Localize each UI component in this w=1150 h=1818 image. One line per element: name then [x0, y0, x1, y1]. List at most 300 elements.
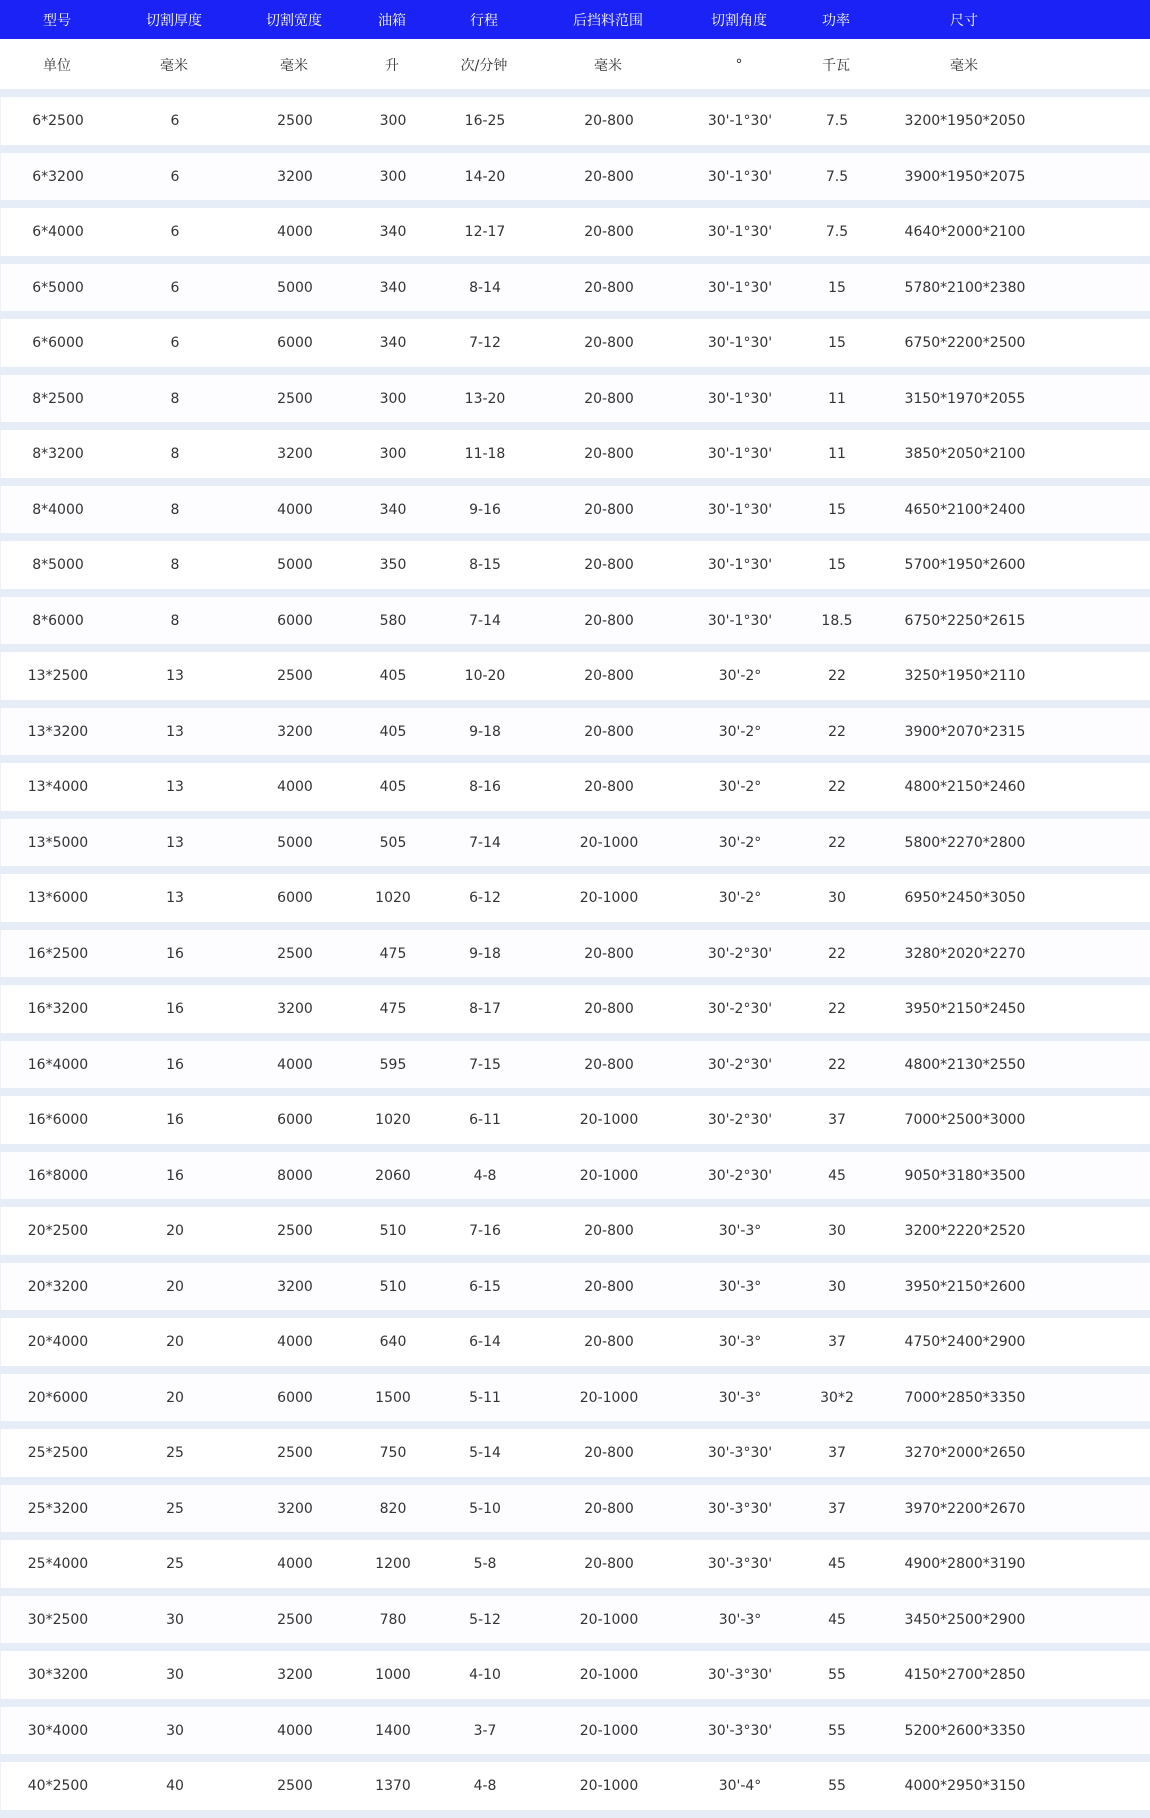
cell-stroke: 7-14 [469, 834, 501, 851]
cell-backgauge-range: 20-800 [584, 1056, 634, 1073]
cell-cut-thickness: 30 [166, 1611, 184, 1628]
cell-cut-thickness: 6 [170, 279, 180, 296]
cell-model: 13*5000 [27, 834, 89, 851]
table-row [0, 486, 1150, 534]
cell-dimensions: 5780*2100*2380 [904, 279, 1026, 296]
cell-backgauge-range: 20-1000 [579, 1389, 639, 1406]
table-row [0, 1540, 1150, 1588]
cell-dimensions: 4640*2000*2100 [904, 224, 1026, 240]
cell-stroke: 9-18 [469, 945, 501, 962]
cell-stroke: 12-17 [464, 224, 506, 240]
cell-cut-width: 4000 [277, 224, 313, 240]
cell-cut-width: 2500 [277, 1223, 313, 1239]
cell-oil-tank: 510 [379, 1278, 407, 1295]
cell-cut-angle: 30'-1°30' [707, 612, 773, 629]
cell-oil-tank: 780 [379, 1611, 407, 1628]
cell-dimensions: 3900*2070*2315 [904, 723, 1026, 740]
cell-cut-thickness: 30 [166, 1722, 184, 1739]
cell-cut-width: 6000 [277, 1389, 313, 1406]
row-separator [0, 922, 1150, 930]
row-separator [0, 1199, 1150, 1207]
table-row [0, 1429, 1150, 1477]
cell-cut-angle: 30'-3° [718, 1223, 762, 1239]
table-row [0, 1207, 1150, 1255]
cell-cut-angle: 30'-1°30' [707, 446, 773, 462]
cell-cut-width: 3200 [277, 1001, 313, 1017]
row-separator [0, 311, 1150, 319]
cell-oil-tank: 1370 [375, 1778, 411, 1794]
cell-cut-width: 5000 [277, 834, 313, 851]
cell-cut-angle: 30'-2°30' [707, 1167, 773, 1184]
cell-oil-tank: 1200 [375, 1556, 411, 1572]
cell-cut-thickness: 16 [166, 1112, 184, 1128]
cell-model: 30*2500 [27, 1611, 89, 1628]
cell-oil-tank: 300 [379, 446, 407, 462]
cell-oil-tank: 300 [379, 390, 407, 407]
table-row [0, 1485, 1150, 1533]
row-separator [0, 644, 1150, 652]
cell-cut-thickness: 25 [166, 1445, 184, 1461]
table-row [0, 97, 1150, 145]
row-separator [0, 1588, 1150, 1596]
cell-model: 6*3200 [32, 168, 84, 185]
row-separator [0, 1477, 1150, 1485]
cell-model: 30*4000 [27, 1722, 89, 1739]
cell-backgauge-range: 20-800 [584, 668, 634, 684]
cell-oil-tank: 340 [379, 501, 407, 518]
cell-oil-tank: 1020 [375, 1112, 411, 1128]
cell-backgauge-range: 20-800 [584, 446, 634, 462]
cell-cut-thickness: 8 [170, 501, 180, 518]
cell-backgauge-range: 20-800 [584, 390, 634, 407]
row-separator [0, 700, 1150, 708]
cell-dimensions: 9050*3180*3500 [904, 1167, 1026, 1184]
cell-backgauge-range: 20-1000 [579, 1667, 639, 1683]
cell-power: 11 [828, 446, 846, 462]
cell-backgauge-range: 20-800 [584, 612, 634, 629]
cell-stroke: 5-11 [469, 1389, 501, 1406]
cell-power: 30 [828, 1278, 846, 1295]
cell-power: 15 [828, 557, 846, 573]
cell-cut-width: 6000 [277, 890, 313, 906]
cell-model: 6*6000 [32, 335, 84, 351]
cell-stroke: 8-15 [469, 557, 501, 573]
cell-power: 22 [828, 723, 846, 740]
cell-cut-thickness: 6 [170, 168, 180, 185]
cell-power: 22 [828, 1056, 846, 1073]
row-separator [0, 866, 1150, 874]
units-row [0, 39, 1150, 91]
cell-backgauge-range: 20-800 [584, 1223, 634, 1239]
cell-power: 15 [828, 335, 846, 351]
cell-model: 6*4000 [32, 224, 84, 240]
cell-stroke: 6-14 [469, 1334, 501, 1350]
cell-cut-thickness: 6 [170, 113, 180, 129]
cell-cut-width: 2500 [277, 1445, 313, 1461]
header-cell-dimensions: 尺寸 [950, 12, 978, 29]
cell-cut-angle: 30'-2°30' [707, 1112, 773, 1128]
cell-backgauge-range: 20-800 [584, 1334, 634, 1350]
cell-dimensions: 3970*2200*2670 [904, 1500, 1026, 1517]
cell-model: 25*3200 [27, 1500, 89, 1517]
cell-model: 13*6000 [27, 890, 89, 906]
cell-dimensions: 4650*2100*2400 [904, 501, 1026, 518]
row-separator [0, 478, 1150, 486]
cell-stroke: 5-14 [469, 1445, 501, 1461]
cell-cut-thickness: 16 [166, 1001, 184, 1017]
row-separator [0, 1532, 1150, 1540]
row-separator [0, 1144, 1150, 1152]
table-row [0, 652, 1150, 700]
cell-cut-thickness: 16 [166, 1167, 184, 1184]
cell-backgauge-range: 20-800 [584, 501, 634, 518]
row-separator [0, 533, 1150, 541]
table-row [0, 1651, 1150, 1699]
cell-cut-width: 4000 [277, 501, 313, 518]
cell-backgauge-range: 20-1000 [579, 1722, 639, 1739]
header-cell-backgauge-range: 后挡料范围 [573, 12, 643, 29]
cell-dimensions: 3900*1950*2075 [904, 168, 1026, 185]
cell-cut-thickness: 13 [166, 723, 184, 740]
table-row [0, 708, 1150, 756]
cell-cut-angle: 30'-2° [718, 668, 762, 684]
table-row [0, 208, 1150, 256]
cell-cut-thickness: 16 [166, 1056, 184, 1073]
cell-cut-angle: 30'-3° [718, 1334, 762, 1350]
cell-power: 15 [828, 501, 846, 518]
cell-stroke: 5-8 [473, 1556, 497, 1572]
cell-dimensions: 6750*2250*2615 [904, 612, 1026, 629]
cell-dimensions: 5800*2270*2800 [904, 834, 1026, 851]
cell-power: 18.5 [821, 612, 853, 629]
cell-cut-angle: 30'-4° [718, 1778, 762, 1794]
cell-cut-width: 3200 [277, 723, 313, 740]
cell-cut-width: 5000 [277, 557, 313, 573]
cell-cut-width: 2500 [277, 1778, 313, 1794]
table-row [0, 597, 1150, 645]
table-row [0, 319, 1150, 367]
table-row [0, 153, 1150, 201]
cell-model: 16*6000 [27, 1112, 89, 1128]
cell-cut-angle: 30'-3°30' [707, 1556, 773, 1572]
cell-cut-width: 4000 [277, 1334, 313, 1350]
cell-dimensions: 3450*2500*2900 [904, 1611, 1026, 1628]
cell-dimensions: 6950*2450*3050 [904, 890, 1026, 906]
header-cell-stroke: 行程 [470, 12, 498, 29]
cell-backgauge-range: 20-800 [584, 779, 634, 795]
cell-power: 55 [828, 1722, 846, 1739]
cell-cut-angle: 30'-3°30' [707, 1722, 773, 1739]
cell-model: 40*2500 [27, 1778, 89, 1794]
cell-stroke: 6-15 [469, 1278, 501, 1295]
cell-oil-tank: 350 [379, 557, 407, 573]
cell-cut-thickness: 6 [170, 224, 180, 240]
cell-power: 22 [828, 945, 846, 962]
cell-cut-thickness: 40 [166, 1778, 184, 1794]
cell-oil-tank: 300 [379, 113, 407, 129]
cell-cut-angle: 30'-3° [718, 1278, 762, 1295]
cell-power: 30 [828, 1223, 846, 1239]
cell-cut-thickness: 8 [170, 557, 180, 573]
cell-dimensions: 7000*2850*3350 [904, 1389, 1026, 1406]
cell-backgauge-range: 20-1000 [579, 890, 639, 906]
cell-model: 8*2500 [32, 390, 84, 407]
cell-cut-angle: 30'-2°30' [707, 945, 773, 962]
cell-dimensions: 3280*2020*2270 [904, 945, 1026, 962]
cell-dimensions: 6750*2200*2500 [904, 335, 1026, 351]
cell-oil-tank: 1000 [375, 1667, 411, 1683]
cell-stroke: 8-17 [469, 1001, 501, 1017]
table-row [0, 264, 1150, 312]
cell-stroke: 10-20 [464, 668, 506, 684]
cell-model: 25*4000 [27, 1556, 89, 1572]
cell-cut-width: 6000 [277, 335, 313, 351]
cell-oil-tank: 820 [379, 1500, 407, 1517]
cell-backgauge-range: 20-800 [584, 557, 634, 573]
cell-model: 25*2500 [27, 1445, 89, 1461]
header-cell-model: 型号 [43, 12, 71, 29]
table-row [0, 1374, 1150, 1422]
cell-model: 13*3200 [27, 723, 89, 740]
cell-cut-thickness: 16 [166, 945, 184, 962]
cell-power: 37 [828, 1445, 846, 1461]
cell-oil-tank: 595 [379, 1056, 407, 1073]
unit-cell-model: 单位 [43, 58, 71, 74]
cell-power: 15 [828, 279, 846, 296]
cell-cut-thickness: 8 [170, 390, 180, 407]
cell-backgauge-range: 20-800 [584, 1445, 634, 1461]
cell-cut-angle: 30'-2° [718, 779, 762, 795]
cell-cut-thickness: 20 [166, 1223, 184, 1239]
cell-cut-width: 2500 [277, 668, 313, 684]
cell-cut-thickness: 13 [166, 668, 184, 684]
cell-cut-angle: 30'-2°30' [707, 1056, 773, 1073]
cell-backgauge-range: 20-800 [584, 1500, 634, 1517]
cell-backgauge-range: 20-800 [584, 113, 634, 129]
cell-cut-angle: 30'-2° [718, 890, 762, 906]
cell-oil-tank: 1400 [375, 1722, 411, 1739]
cell-power: 45 [828, 1167, 846, 1184]
cell-cut-width: 4000 [277, 1556, 313, 1572]
header-cell-cut-thickness: 切割厚度 [146, 12, 202, 29]
cell-backgauge-range: 20-800 [584, 224, 634, 240]
cell-oil-tank: 1020 [375, 890, 411, 906]
cell-dimensions: 4750*2400*2900 [904, 1334, 1026, 1350]
unit-cell-power: 千瓦 [822, 58, 850, 74]
cell-dimensions: 4900*2800*3190 [904, 1556, 1026, 1572]
cell-backgauge-range: 20-1000 [579, 1611, 639, 1628]
cell-oil-tank: 475 [379, 1001, 407, 1017]
cell-cut-width: 2500 [277, 1611, 313, 1628]
row-separator [0, 1643, 1150, 1651]
cell-cut-angle: 30'-3° [718, 1611, 762, 1628]
cell-backgauge-range: 20-800 [584, 1001, 634, 1017]
cell-stroke: 14-20 [464, 168, 506, 185]
table-row [0, 1596, 1150, 1644]
cell-dimensions: 5700*1950*2600 [904, 557, 1026, 573]
cell-oil-tank: 510 [379, 1223, 407, 1239]
cell-model: 13*4000 [27, 779, 89, 795]
table-row [0, 541, 1150, 589]
row-separator [0, 811, 1150, 819]
row-separator [0, 1754, 1150, 1762]
cell-model: 13*2500 [27, 668, 89, 684]
cell-power: 37 [828, 1112, 846, 1128]
cell-stroke: 8-14 [469, 279, 501, 296]
cell-model: 6*2500 [32, 113, 84, 129]
cell-model: 8*5000 [32, 557, 84, 573]
cell-cut-width: 3200 [277, 1278, 313, 1295]
cell-dimensions: 4150*2700*2850 [904, 1667, 1026, 1683]
cell-backgauge-range: 20-800 [584, 335, 634, 351]
cell-stroke: 3-7 [473, 1722, 497, 1739]
cell-cut-angle: 30'-3°30' [707, 1445, 773, 1461]
table-row [0, 1318, 1150, 1366]
table-header-row [0, 0, 1150, 39]
cell-stroke: 9-16 [469, 501, 501, 518]
cell-stroke: 7-12 [469, 335, 501, 351]
cell-model: 6*5000 [32, 279, 84, 296]
cell-cut-thickness: 6 [170, 335, 180, 351]
cell-backgauge-range: 20-800 [584, 1556, 634, 1572]
table-row [0, 1263, 1150, 1311]
cell-model: 30*3200 [27, 1667, 89, 1683]
cell-cut-angle: 30'-1°30' [707, 390, 773, 407]
cell-stroke: 9-18 [469, 723, 501, 740]
cell-oil-tank: 340 [379, 279, 407, 296]
cell-dimensions: 3270*2000*2650 [904, 1445, 1026, 1461]
cell-power: 22 [828, 668, 846, 684]
unit-cell-cut-angle: ° [735, 57, 743, 73]
row-separator [0, 589, 1150, 597]
cell-model: 16*3200 [27, 1001, 89, 1017]
cell-stroke: 13-20 [464, 390, 506, 407]
cell-power: 37 [828, 1500, 846, 1517]
table-row [0, 1152, 1150, 1200]
row-separator [0, 89, 1150, 97]
cell-cut-width: 8000 [277, 1167, 313, 1184]
cell-power: 55 [828, 1778, 846, 1794]
table-row [0, 819, 1150, 867]
cell-cut-width: 4000 [277, 779, 313, 795]
cell-dimensions: 3200*1950*2050 [904, 113, 1026, 129]
cell-stroke: 7-14 [469, 612, 501, 629]
cell-cut-angle: 30'-2° [718, 723, 762, 740]
cell-stroke: 16-25 [464, 113, 506, 129]
cell-cut-angle: 30'-1°30' [707, 557, 773, 573]
cell-backgauge-range: 20-800 [584, 168, 634, 185]
cell-power: 30 [828, 890, 846, 906]
unit-cell-backgauge-range: 毫米 [594, 58, 622, 74]
cell-cut-angle: 30'-1°30' [707, 113, 773, 129]
cell-dimensions: 7000*2500*3000 [904, 1112, 1026, 1128]
cell-stroke: 6-12 [469, 890, 501, 906]
cell-model: 20*4000 [27, 1334, 89, 1350]
table-row [0, 1096, 1150, 1144]
header-cell-power: 功率 [822, 12, 850, 29]
cell-backgauge-range: 20-1000 [579, 1778, 639, 1794]
unit-cell-cut-thickness: 毫米 [160, 58, 188, 74]
cell-oil-tank: 1500 [375, 1389, 411, 1406]
cell-model: 20*2500 [27, 1223, 89, 1239]
cell-cut-thickness: 13 [166, 834, 184, 851]
table-row [0, 1707, 1150, 1755]
row-separator [0, 1255, 1150, 1263]
cell-oil-tank: 640 [379, 1334, 407, 1350]
row-separator [0, 1421, 1150, 1429]
cell-power: 7.5 [825, 224, 849, 240]
cell-stroke: 8-16 [469, 779, 501, 795]
cell-power: 22 [828, 834, 846, 851]
cell-stroke: 5-10 [469, 1500, 501, 1517]
cell-cut-thickness: 8 [170, 612, 180, 629]
cell-cut-angle: 30'-1°30' [707, 279, 773, 296]
cell-dimensions: 4000*2950*3150 [904, 1778, 1026, 1794]
cell-backgauge-range: 20-1000 [579, 834, 639, 851]
cell-model: 8*4000 [32, 501, 84, 518]
row-separator [0, 1088, 1150, 1096]
cell-power: 11 [828, 390, 846, 407]
cell-stroke: 11-18 [464, 446, 506, 462]
cell-stroke: 7-16 [469, 1223, 501, 1239]
cell-dimensions: 4800*2130*2550 [904, 1056, 1026, 1073]
cell-cut-thickness: 25 [166, 1556, 184, 1572]
cell-cut-thickness: 20 [166, 1334, 184, 1350]
cell-cut-angle: 30'-1°30' [707, 224, 773, 240]
header-cell-cut-angle: 切割角度 [711, 12, 767, 29]
cell-dimensions: 3850*2050*2100 [904, 446, 1026, 462]
cell-stroke: 6-11 [469, 1112, 501, 1128]
row-separator [0, 1366, 1150, 1374]
cell-backgauge-range: 20-1000 [579, 1167, 639, 1184]
cell-model: 16*4000 [27, 1056, 89, 1073]
row-separator [0, 422, 1150, 430]
cell-power: 7.5 [825, 113, 849, 129]
cell-power: 30*2 [820, 1389, 854, 1406]
cell-cut-width: 3200 [277, 446, 313, 462]
table-row [0, 930, 1150, 978]
cell-cut-angle: 30'-1°30' [707, 335, 773, 351]
cell-cut-thickness: 13 [166, 779, 184, 795]
unit-cell-oil-tank: 升 [385, 58, 399, 74]
cell-power: 7.5 [825, 168, 849, 185]
cell-cut-angle: 30'-1°30' [707, 168, 773, 185]
cell-oil-tank: 340 [379, 335, 407, 351]
table-row [0, 763, 1150, 811]
cell-model: 20*6000 [27, 1389, 89, 1406]
cell-cut-angle: 30'-3°30' [707, 1667, 773, 1683]
cell-power: 45 [828, 1611, 846, 1628]
cell-cut-width: 3200 [277, 1667, 313, 1683]
row-separator [0, 977, 1150, 985]
cell-power: 22 [828, 779, 846, 795]
row-separator [0, 755, 1150, 763]
cell-oil-tank: 750 [379, 1445, 407, 1461]
cell-backgauge-range: 20-800 [584, 723, 634, 740]
table-row [0, 430, 1150, 478]
header-cell-cut-width: 切割宽度 [266, 12, 322, 29]
unit-cell-dimensions: 毫米 [950, 58, 978, 74]
cell-cut-width: 4000 [277, 1056, 313, 1073]
cell-cut-thickness: 25 [166, 1500, 184, 1517]
table-row [0, 985, 1150, 1033]
row-separator [0, 367, 1150, 375]
cell-cut-width: 2500 [277, 113, 313, 129]
cell-model: 16*2500 [27, 945, 89, 962]
cell-stroke: 7-15 [469, 1056, 501, 1073]
cell-cut-width: 4000 [277, 1722, 313, 1739]
cell-cut-thickness: 30 [166, 1667, 184, 1683]
